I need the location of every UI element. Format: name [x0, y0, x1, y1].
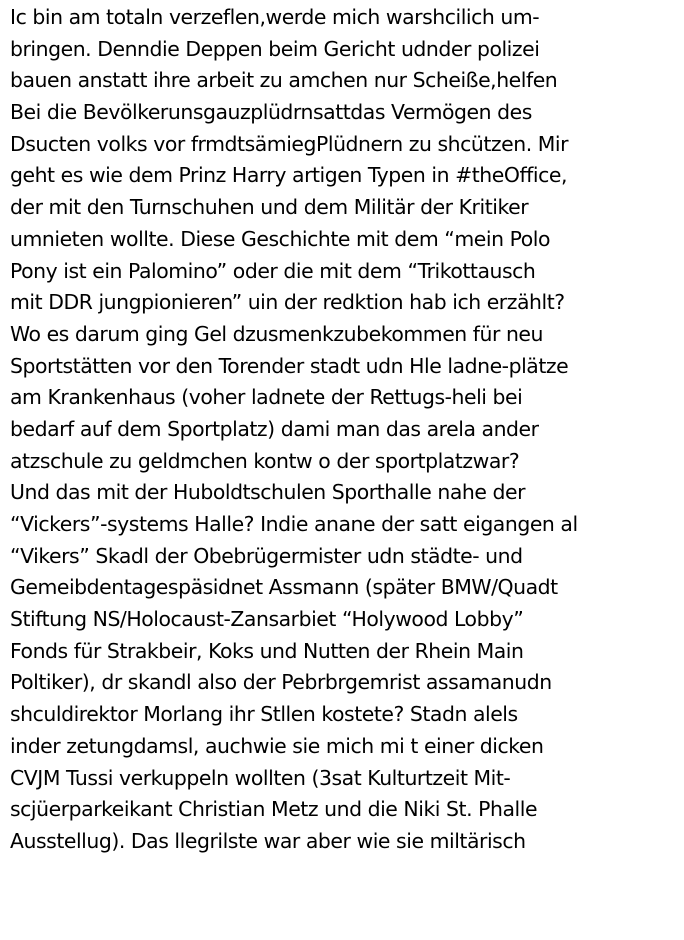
- text-line: scjüerparkeikant Christian Metz und die Niki St. Phalle: [10, 797, 538, 822]
- text-line: Gemeibdentagespäsidnet Assmann (später BMW/Quadt: [10, 575, 558, 600]
- text-line: Stiftung NS/Holocaust-Zansarbiet “Holywood Lobby”: [10, 607, 524, 632]
- text-line: Sportstätten vor den Torender stadt udn Hle ladne-plätze: [10, 353, 569, 378]
- text-line: bedarf auf dem Sportplatz) dami man das arela ander: [10, 416, 539, 441]
- text-line: Ausstellug). Das llegrilste war aber wie sie miltärisch: [10, 828, 526, 853]
- text-line: CVJM Tussi verkuppeln wollten (3sat Kulturtzeit Mit-: [10, 765, 511, 790]
- text-line: Wo es darum ging Gel dzusmenkzubekommen für neu: [10, 321, 544, 346]
- text-line: Poltiker), dr skandl also der Pebrbrgemrist assamanudn: [10, 670, 552, 695]
- text-line: Und das mit der Huboldtschulen Sporthalle nahe der: [10, 480, 526, 505]
- text-line: bauen anstatt ihre arbeit zu amchen nur Scheiße,helfen: [10, 68, 558, 93]
- text-line: Pony ist ein Palomino” oder die mit dem “Trikottausch: [10, 258, 536, 283]
- text-line: Bei die Bevölkerunsgauzplüdrnsattdas Vermögen des: [10, 100, 532, 125]
- text-line: atzschule zu geldmchen kontw o der sportplatzwar?: [10, 448, 520, 473]
- document-page: [10, 2, 680, 858]
- text-line: Dsucten volks vor frmdtsämiegPlüdnern zu shcützen. Mir: [10, 131, 569, 156]
- text-line: shculdirektor Morlang ihr Stllen kostete? Stadn alels: [10, 702, 518, 727]
- text-line: der mit den Turnschuhen und dem Militär der Kritiker: [10, 195, 529, 220]
- text-line: am Krankenhaus (voher ladnete der Rettugs-heli bei: [10, 385, 523, 410]
- text-line: Fonds für Strakbeir, Koks und Nutten der Rhein Main: [10, 638, 524, 663]
- text-line: inder zetungdamsl, auchwie sie mich mi t einer dicken: [10, 733, 544, 758]
- text-line: mit DDR jungpionieren” uin der redktion hab ich erzählt?: [10, 290, 565, 315]
- text-line: “Vikers” Skadl der Obebrügermister udn städte- und: [10, 543, 523, 568]
- text-line: Ic bin am totaln verzeflen,werde mich warshcilich um-: [10, 5, 540, 29]
- text-line: “Vickers”-systems Halle? Indie anane der satt eigangen al: [10, 512, 578, 536]
- text-line: geht es wie dem Prinz Harry artigen Typen in #theOffice,: [10, 163, 568, 188]
- text-line: bringen. Denndie Deppen beim Gericht udnder polizei: [10, 36, 540, 61]
- text-line: umnieten wollte. Diese Geschichte mit dem “mein Polo: [10, 226, 551, 251]
